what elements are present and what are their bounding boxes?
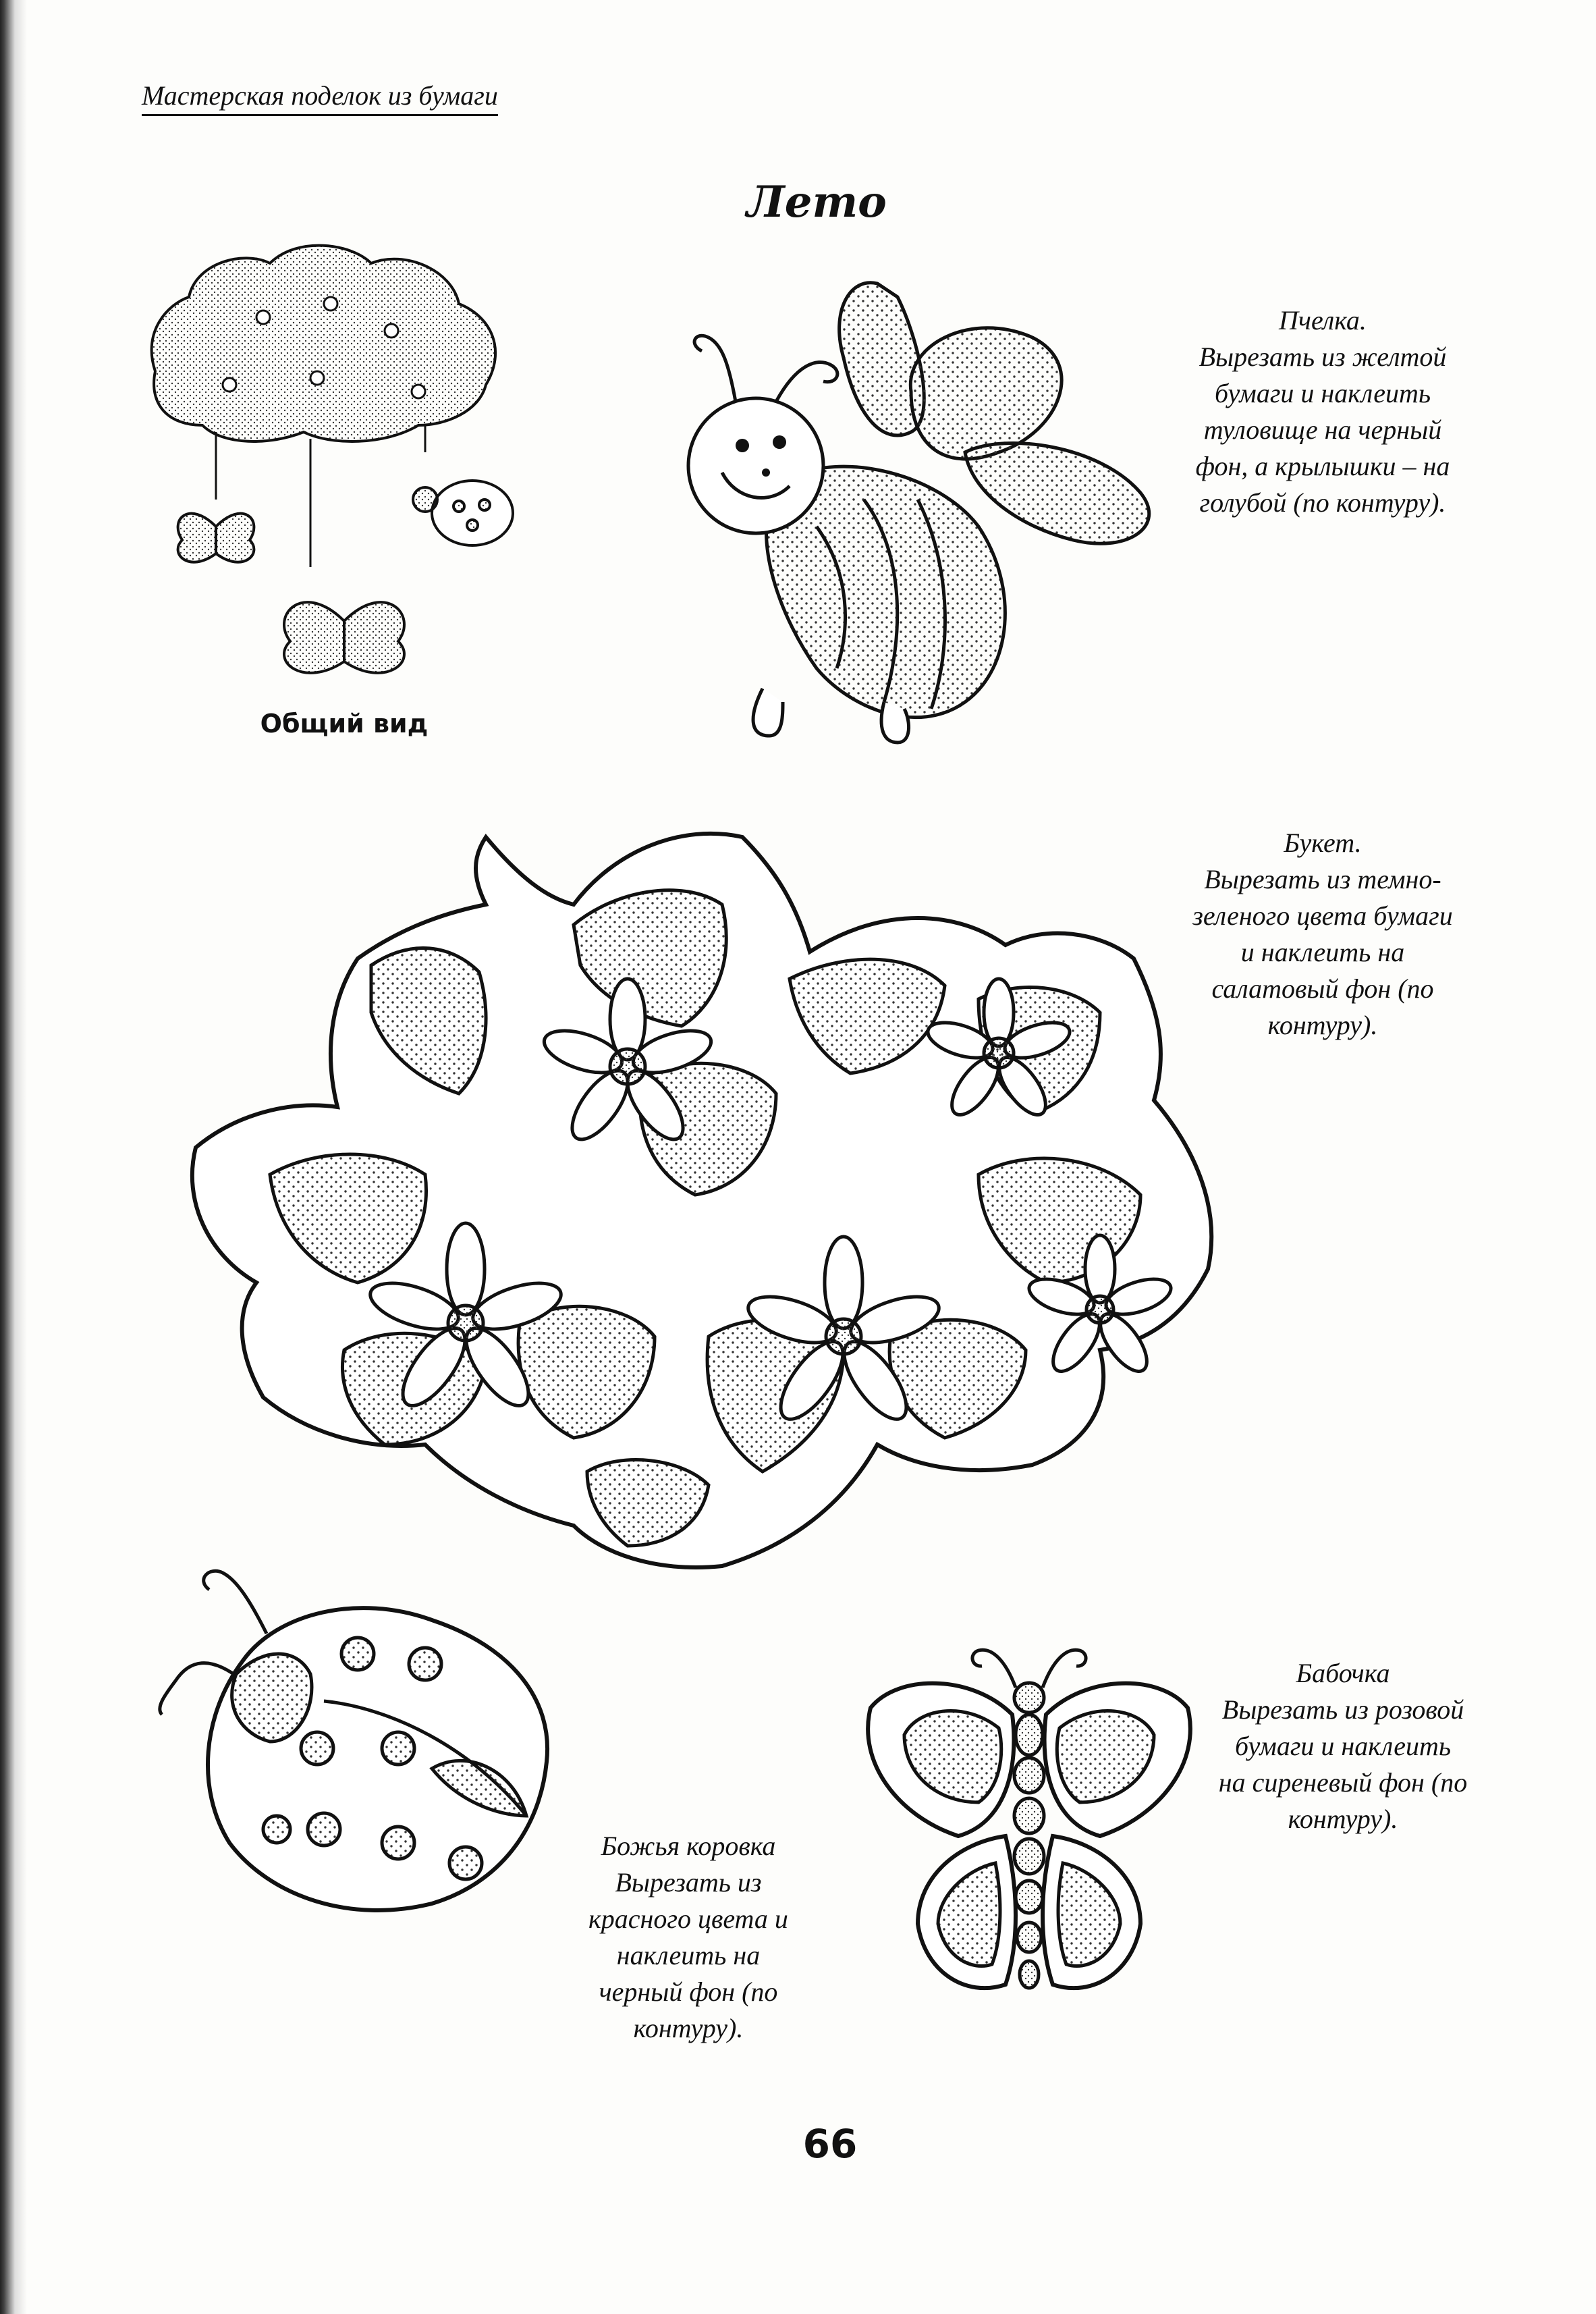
butterfly-caption-line: на сиреневый фон (по: [1218, 1767, 1468, 1798]
bouquet-illustration: [169, 797, 1275, 1620]
ladybug-illustration: [148, 1546, 580, 1937]
butterfly-caption-line: бумаги и наклеить: [1234, 1731, 1452, 1761]
overview-illustration: [128, 230, 547, 702]
bouquet-caption-line: и наклеить на: [1240, 937, 1405, 967]
bouquet-caption-line: контуру).: [1267, 1010, 1378, 1040]
page-title: Лето: [746, 177, 887, 227]
ladybug-caption-line: контуру).: [633, 2013, 744, 2043]
bee-caption: [1140, 302, 1505, 521]
running-head: Мастерская поделок из бумаги: [142, 80, 498, 116]
ladybug-caption-line: черный фон (по: [599, 1976, 778, 2007]
page-number: 66: [802, 2121, 858, 2167]
butterfly-caption-line: контуру).: [1288, 1804, 1398, 1834]
butterfly-caption-line: Вырезать из розовой: [1221, 1694, 1464, 1725]
bouquet-caption-line: Букет.: [1284, 828, 1362, 858]
bee-illustration: [682, 270, 1167, 770]
ladybug-caption-line: красного цвета и: [588, 1904, 788, 1934]
bee-caption-line: фон, а крылышки – на: [1195, 451, 1450, 481]
bee-caption-line: Вырезать из желтой: [1199, 342, 1447, 372]
butterfly-caption-line: Бабочка: [1296, 1658, 1390, 1688]
bee-caption-line: бумаги и наклеить: [1214, 378, 1431, 408]
ladybug-caption: [553, 1828, 823, 2047]
bouquet-caption: [1147, 825, 1498, 1044]
bouquet-caption-line: Вырезать из темно-: [1204, 864, 1441, 894]
overview-label: Общий вид: [260, 709, 429, 738]
butterfly-caption: [1188, 1655, 1498, 1837]
ladybug-caption-line: Вырезать из: [615, 1867, 762, 1898]
butterfly-illustration: [857, 1634, 1208, 2018]
ladybug-caption-line: наклеить на: [616, 1940, 761, 1970]
bouquet-caption-line: зеленого цвета бумаги: [1192, 900, 1453, 931]
bouquet-caption-line: салатовый фон (по: [1211, 973, 1434, 1004]
bee-caption-line: туловище на черный: [1203, 414, 1442, 445]
ladybug-caption-line: Божья коровка: [601, 1831, 776, 1861]
bee-caption-line: голубой (по контуру).: [1199, 487, 1446, 518]
book-spine-shadow: [0, 0, 27, 2314]
bee-caption-line: Пчелка.: [1279, 305, 1367, 335]
